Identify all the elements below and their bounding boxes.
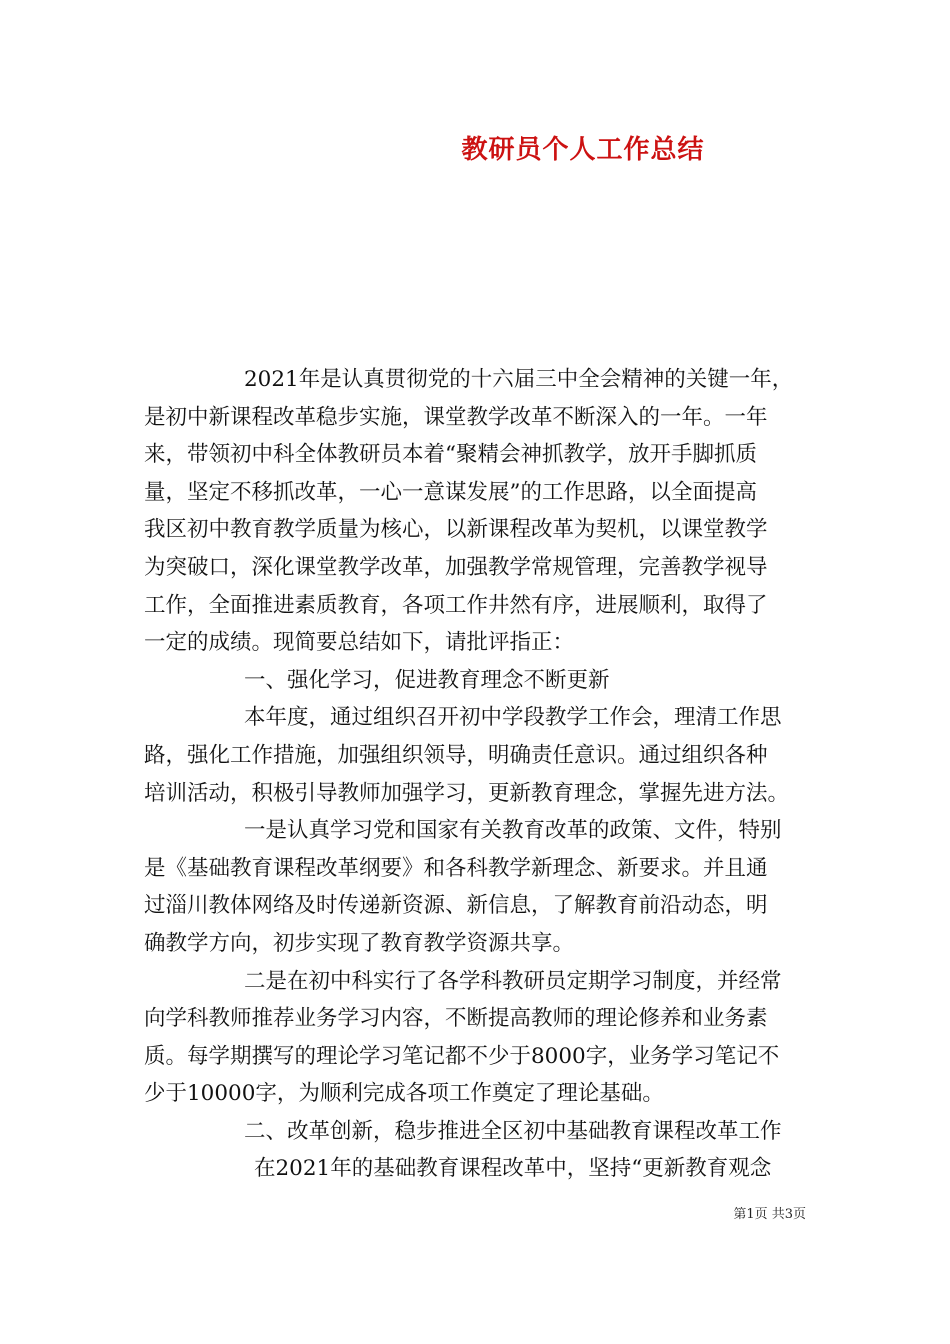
- paragraph-line: 少于10000字，为顺利完成各项工作奠定了理论基础。: [144, 1081, 664, 1107]
- paragraph-line: 一定的成绩。现简要总结如下，请批评指正：: [144, 630, 575, 656]
- paragraph-line: 2021年是认真贯彻党的十六届三中全会精神的关键一年，: [244, 367, 794, 392]
- paragraph-line: 本年度，通过组织召开初中学段教学工作会，理清工作思: [244, 705, 782, 731]
- paragraph-line: 确教学方向，初步实现了教育教学资源共享。: [144, 930, 575, 956]
- page-number: 第1页 共3页: [733, 1207, 806, 1222]
- section-heading: 二、改革创新，稳步推进全区初中基础教育课程改革工作: [244, 1118, 782, 1144]
- paragraph-line: 向学科教师推荐业务学习内容，不断提高教师的理论修养和业务素: [144, 1006, 768, 1032]
- section-heading: 一、强化学习，促进教育理念不断更新: [244, 667, 610, 693]
- paragraph-line: 是《基础教育课程改革纲要》和各科教学新理念、新要求。并且通: [144, 855, 768, 881]
- paragraph-line: 来，带领初中科全体教研员本着“聚精会神抓教学，放开手脚抓质: [144, 442, 757, 468]
- paragraph-line: 路，强化工作措施，加强组织领导，明确责任意识。通过组织各种: [144, 742, 768, 768]
- paragraph-line: 培训活动，积极引导教师加强学习，更新教育理念，掌握先进方法。: [144, 780, 790, 806]
- paragraph-line: 为突破口，深化课堂教学改革，加强教学常规管理，完善教学视导: [144, 554, 768, 580]
- paragraph-line: 在2021年的基础教育课程改革中，坚持“更新教育观念: [254, 1156, 772, 1182]
- paragraph-line: 过淄川教体网络及时传递新资源、新信息，了解教育前沿动态，明: [144, 893, 768, 919]
- paragraph-line: 二是在初中科实行了各学科教研员定期学习制度，并经常: [244, 968, 782, 994]
- paragraph-line: 我区初中教育教学质量为核心，以新课程改革为契机，以课堂教学: [144, 517, 768, 543]
- paragraph-line: 质。每学期撰写的理论学习笔记都不少于8000字，业务学习笔记不: [144, 1043, 780, 1069]
- paragraph-line: 量，坚定不移抓改革，一心一意谋发展”的工作思路，以全面提高: [144, 479, 757, 505]
- paragraph-line: 工作，全面推进素质教育，各项工作井然有序，进展顺利，取得了: [144, 592, 768, 618]
- document-title: 教研员个人工作总结: [461, 135, 705, 165]
- paragraph-line: 是初中新课程改革稳步实施，课堂教学改革不断深入的一年。一年: [144, 404, 768, 430]
- document-body: [144, 361, 808, 1188]
- paragraph-line: 一是认真学习党和国家有关教育改革的政策、文件，特别: [244, 818, 782, 844]
